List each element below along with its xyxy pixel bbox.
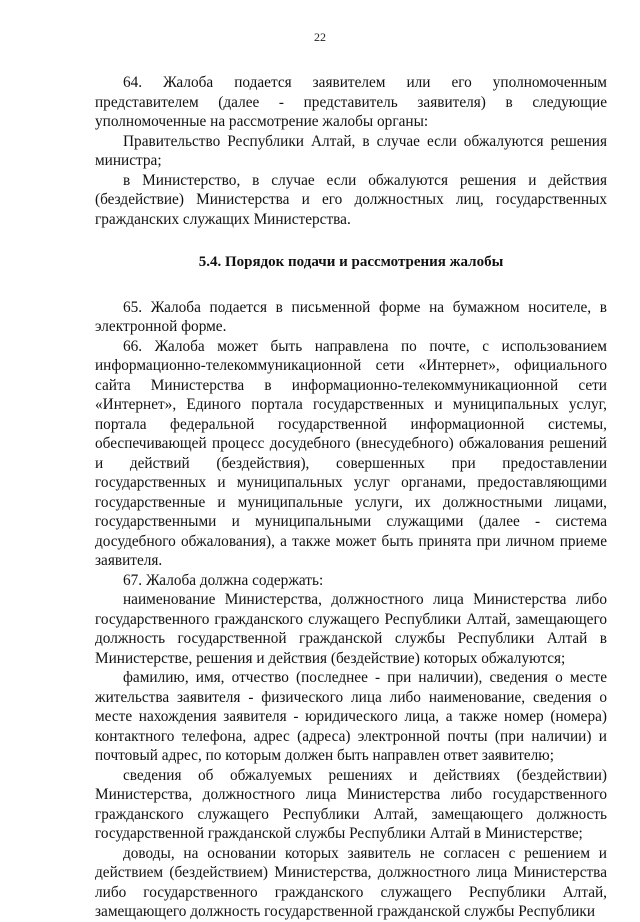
paragraph-67-item-arguments: доводы, на основании которых заявитель не согласен с решением и действием (бездействием) Министерства, должностного лица Министерства либо государственного гражданского служащего Республики Алтай, замещающего должность государственной гражданской службы Республики [95,844,607,920]
paragraph-64-ministry: в Министерство, в случае если обжалуются решения и действия (бездействие) Министерства и его должностных лиц, государственных гражданских служащих Министерства. [95,171,607,228]
page-number: 22 [314,30,326,44]
paragraph-67-item-applicant: фамилию, имя, отчество (последнее - при наличии), сведения о месте жительства заявителя - физического лица либо наименование, сведения о месте нахождения заявителя - юридического лица, а также номер (номера) контактного телефона, адрес (адреса) электронной почты (при наличии) и почтовый адрес, по которым должен быть направлен ответ заявителю; [95,669,607,764]
document-body [95,73,607,922]
paragraph-66: 66. Жалоба может быть направлена по почте, с использованием информационно-телекоммуникационной сети «Интернет», официального сайта Министерства в информационно-телекоммуникационной сети «Интернет», Единого портала государственных и муниципальных услуг, портала федеральной государственной информационной системы, обеспечивающей процесс досудебного (внесудебного) обжалования решений и действий (бездействия), совершенных при предоставлении государственных и муниципальных услуг органами, предоставляющими государственные и муниципальные услуги, их должностными лицами, государственными и муниципальными служащими (далее - система досудебного обжалования), а также может быть принята при личном приеме заявителя. [95,337,607,569]
paragraph-65: 65. Жалоба подается в письменной форме на бумажном носителе, в электронной форме. [95,298,607,335]
paragraph-67-item-name: наименование Министерства, должностного лица Министерства либо государственного гражданского служащего Республики Алтай, замещающего должность государственной гражданской службы Республики Алтай в Министерстве, решения и действия (бездействие) которых обжалуются; [95,591,607,667]
paragraph-67-item-decisions: сведения об обжалуемых решениях и действиях (бездействии) Министерства, должностного лица Министерства либо государственного гражданского служащего Республики Алтай, замещающего должность государственной гражданской службы Республики Алтай в Министерстве; [95,766,607,842]
section-heading: 5.4. Порядок подачи и рассмотрения жалобы [198,254,504,270]
paragraph-64-government: Правительство Республики Алтай, в случае если обжалуются решения министра; [95,132,607,169]
paragraph-67: 67. Жалоба должна содержать: [123,571,324,589]
paragraph-64: 64. Жалоба подается заявителем или его уполномоченным представителем (далее - представитель заявителя) в следующие уполномоченные на рассмотрение жалобы органы: [95,74,607,130]
